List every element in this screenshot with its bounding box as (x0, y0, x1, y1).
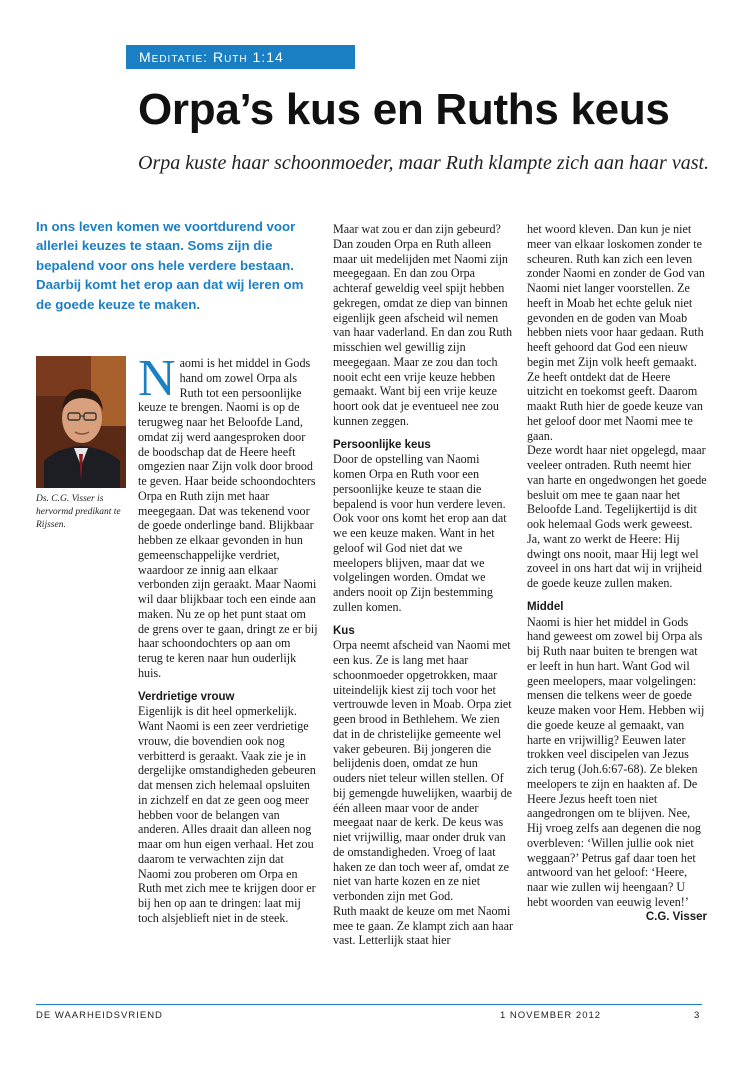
article-column-1 (138, 350, 318, 926)
footer-publication: DE WAARHEIDSVRIEND (36, 1010, 163, 1021)
section-heading: Verdrietige vrouw (138, 690, 235, 703)
author-portrait-illustration (36, 356, 126, 488)
section-heading: Persoonlijke keus (333, 438, 431, 451)
body-paragraph: Ruth maakt de keuze om met Naomi mee te gaan. Ze klampt zich aan haar vast. Letterlijk staat hier (333, 903, 513, 948)
footer-date: 1 NOVEMBER 2012 (500, 1010, 602, 1021)
article-title: Orpa’s kus en Ruths keus (138, 85, 670, 134)
section-heading: Kus (333, 624, 355, 637)
body-paragraph: Orpa neemt afscheid van Naomi met een kus. Ze is lang met haar schoonmoeder opgetrokken, maar uiteindelijk kiest zij toch voor het vertrouwde leven in Moab. Orpa ziet geen brood in Bethlehem. We zien dat in de christelijke gemeente wel vaker gebeuren. Bij jongeren die belijdenis doen, omdat ze hun ouders niet teleur willen stellen. Of bij gemengde huwelijken, waarbij de één alleen maar voor de ander meegaat naar de kerk. De keus was niet vrijwillig, maar onder druk van de omstandigheden. Vroeg of laat haken ze dan toch weer af, omdat ze niet van harte kozen en ze niet verbonden zijn met God. (333, 638, 512, 903)
photo-caption: Ds. C.G. Visser is hervormd predikant te Rijssen. (36, 494, 121, 530)
section-kicker: Meditatie: Ruth 1:14 (126, 45, 355, 69)
body-paragraph: Naomi is hier het middel in Gods hand geweest om zowel bij Orpa als bij Ruth naar buiten te brengen wat er leeft in hun hart. Want God wil geen meelopers, maar volgelingen: mensen die telkens weer de goede keuze maken voor Hem. Hebben wij die goede keuze al gemaakt, van harte en vrijwillig? Eeuwen later trokken veel discipelen van Jezus zich terug (Joh.6:67-68). Ze bleken meelopers te zijn en haakten af. De Heere Jezus heeft toen niet aangedrongen om te blijven. Nee, Hij vroeg zelfs aan degenen die nog overbleven: ‘Willen jullie ook niet weggaan?’ Petrus gaf daar toen het antwoord van het geloof: ‘Heere, naar wie zullen wij heengaan? U hebt woorden van eeuwig leven!’ (527, 614, 705, 909)
body-paragraph (138, 350, 318, 681)
section-heading: Middel (527, 600, 564, 613)
article-column-3 (527, 222, 707, 924)
body-paragraph: het woord kleven. Dan kun je niet meer van elkaar loskomen zonder te scheuren. Ruth kan zich een leven zonder Naomi en zonder de God van Naomi niet langer voorstellen. Ze heeft in Moab het echte geluk niet gevonden en de goden van Moab hebben niets voor haar gedaan. Ruth heeft gehoord dat God een nieuw begin met Zijn volk heeft gemaakt. Ze heeft ontdekt dat de Heere uitzicht en toekomst geeft. Daarom maakt Ruth hier de goede keuze van het geloof door met Naomi mee te gaan. (527, 222, 705, 443)
author-signature: C.G. Visser (645, 910, 707, 923)
author-photo (36, 356, 126, 488)
body-paragraph: Door de opstelling van Naomi komen Orpa en Ruth voor een persoonlijke keuze te staan die bepalend is voor hun verdere leven. Ook voor ons komt het erop aan dat we een keuze maken. Want in het geloof wil God niet dat we meelopers blijven, maar dat we volgelingen worden. Omdat we anders nooit op Zijn bestemming zullen komen. (333, 452, 507, 614)
intro-paragraph: In ons leven komen we voortdurend voor allerlei keuzes te staan. Soms zijn die bepalend voor ons hele verdere bestaan. Daarbij komt het erop aan dat wij leren om de goede keuze te maken. (36, 219, 304, 312)
drop-cap: N (138, 350, 176, 407)
page-number: 3 (694, 1010, 701, 1021)
body-text: aomi is het middel in Gods hand om zowel Orpa als Ruth tot een persoonlijke keuze te brengen. Naomi is op de terugweg naar het Beloofde Land, omdat zij werd aangesproken door de boodschap dat de Heere heeft omgezien naar Zijn volk door brood te geven. Haar beide schoondochters Orpa en Ruth zijn met haar meegegaan. Dat was tekenend voor de goede onderlinge band. Blijkbaar hebben ze elkaar gevonden in hun gemeenschappelijke verdriet, waardoor ze innig aan elkaar verbonden zijn geraakt. Maar Naomi wil daar blijkbaar toch een einde aan maken. Nu ze op het punt staat om de grens over te gaan, dringt ze er bij haar schoondochters op aan om terug te keren naar hun ouderlijk huis. (138, 356, 318, 680)
body-paragraph: Eigenlijk is dit heel opmerkelijk. Want Naomi is een zeer verdrietige vrouw, die bovendien ook nog verbitterd is geraakt. Vaak zie je in dergelijke omstandigheden gebeuren dat mensen zich helemaal opsluiten in zichzelf en dat ze geen oog meer hebben voor de belangen van anderen. Alles draait dan alleen nog maar om hun eigen verhaal. Het zou daarom te verwachten zijn dat Naomi zou proberen om Orpa en Ruth met zich mee te krijgen door er bij hen op aan te dringen: laat mij toch alsjeblieft niet in de steek. (138, 704, 316, 925)
body-paragraph: Maar wat zou er dan zijn gebeurd? Dan zouden Orpa en Ruth alleen maar uit medelijden met Naomi zijn meegegaan. En dan zou Orpa achteraf geweldig veel spijt hebben gekregen, omdat ze diep van binnen eigenlijk geen afscheid wil nemen van haar vaderland. En dan zou Ruth misschien wel gewillig zijn meegegaan. Maar ze zou dan toch nooit echt een vrije keuze hebben gemaakt. Want bij een vrije keuze hoort ook dat je eventueel nee zou kunnen zeggen. (333, 222, 512, 428)
article-column-2 (333, 222, 513, 948)
article-subtitle: Orpa kuste haar schoonmoeder, maar Ruth klampte zich aan haar vast. (138, 152, 710, 174)
body-paragraph: Deze wordt haar niet opgelegd, maar veeleer ontraden. Ruth neemt hier van harte en ongedwongen het goede besluit om mee te gaan naar het Beloofde Land. Tegelijkertijd is dit ook helemaal Gods werk geweest. Ja, want zo werkt de Heere: Hij dwingt ons nooit, maar Hij legt wel zoveel in ons hart dat wij in vrijheid de goede keuze zullen maken. (527, 443, 707, 590)
footer-divider (36, 1004, 702, 1005)
